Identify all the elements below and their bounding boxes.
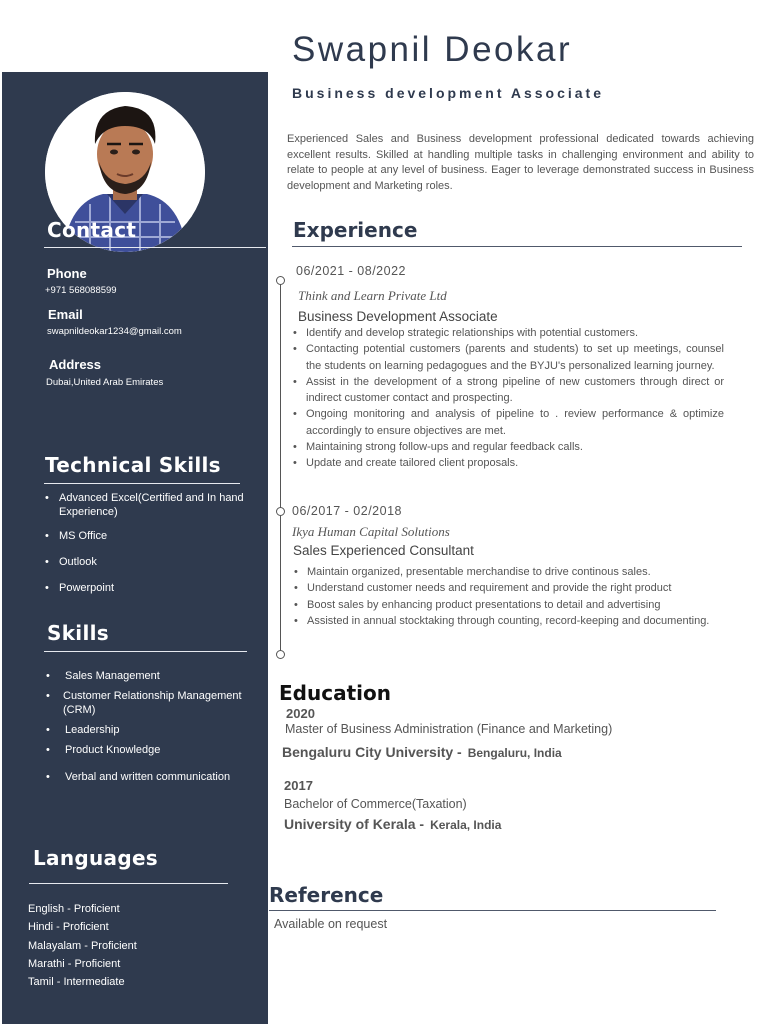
technical-skills-list <box>45 491 255 595</box>
candidate-name: Swapnil Deokar <box>292 30 573 69</box>
skills-heading: Skills <box>47 621 109 645</box>
address-label: Address <box>49 357 102 372</box>
job-company: Ikya Human Capital Solutions <box>292 524 450 539</box>
timeline-dot <box>276 276 285 285</box>
email-value: swapnildeokar1234@gmail.com <box>47 326 182 337</box>
timeline-dot <box>276 650 285 659</box>
job-title: Business Development Associate <box>298 309 498 324</box>
experience-divider <box>292 246 742 247</box>
list-item: • Understand customer needs and requirement and provide the right product <box>289 580 732 596</box>
job-company: Think and Learn Private Ltd <box>298 288 447 303</box>
phone-label: Phone <box>47 266 87 281</box>
list-item: • Customer Relationship Management (CRM) <box>46 689 251 717</box>
school-name: University of Kerala - <box>284 816 425 832</box>
list-item: • Verbal and written communication <box>46 770 251 784</box>
list-item: Malayalam - Proficient <box>28 939 137 952</box>
education-year: 2017 <box>284 778 313 793</box>
email-label: Email <box>48 307 83 322</box>
list-item: • Assisted in annual stocktaking through counting, record-keeping and documenting. <box>289 613 732 629</box>
education-degree: Master of Business Administration (Finance and Marketing) <box>285 722 613 736</box>
skills-divider <box>44 651 247 652</box>
list-item: • Identify and develop strategic relationships with potential customers. <box>288 325 724 341</box>
job-dates: 06/2017 - 02/2018 <box>292 504 402 518</box>
list-item: • Sales Management <box>46 669 251 683</box>
reference-divider <box>269 910 716 911</box>
job-title: Sales Experienced Consultant <box>293 543 474 558</box>
list-item: • Outlook <box>45 555 255 569</box>
technical-skills-heading: Technical Skills <box>45 453 221 477</box>
phone-value: +971 568088599 <box>45 285 117 296</box>
list-item: • Advanced Excel(Certified and In hand Experience) <box>45 491 255 519</box>
job-responsibilities <box>288 325 724 472</box>
languages-heading: Languages <box>33 846 159 870</box>
timeline-dot <box>276 507 285 516</box>
education-degree: Bachelor of Commerce(Taxation) <box>284 797 467 811</box>
languages-divider <box>29 883 228 884</box>
school-location: Bengaluru, India <box>467 746 562 760</box>
languages-list <box>28 900 137 991</box>
list-item: • Assist in the development of a strong pipeline of new customers through direct or indirect customer contact and prospecting. <box>288 374 724 407</box>
list-item: Tamil - Intermediate <box>28 976 125 989</box>
job-responsibilities <box>289 564 732 629</box>
skills-list <box>46 669 251 784</box>
list-item: • Powerpoint <box>45 581 255 595</box>
list-item: • Maintaining strong follow-ups and regular feedback calls. <box>288 439 724 455</box>
job-dates: 06/2021 - 08/2022 <box>296 264 406 278</box>
education-school <box>284 816 501 832</box>
school-name: Bengaluru City University - <box>282 744 462 760</box>
list-item: • Update and create tailored client proposals. <box>288 455 724 471</box>
school-location: Kerala, India <box>430 818 502 832</box>
profile-summary: Experienced Sales and Business development professional dedicated towards achieving excellent results. Skilled at handling multiple tasks in challenging environment and ability to relate to people at any level of business. Eager to leverage demonstrated success in Business development and Marketing roles. <box>287 133 754 192</box>
technical-skills-divider <box>44 483 240 484</box>
contact-divider <box>44 247 266 248</box>
address-value: Dubai,United Arab Emirates <box>46 377 164 388</box>
reference-text: Available on request <box>274 917 388 931</box>
list-item: • Ongoing monitoring and analysis of pipeline to . review performance & optimize accordingly to ensure objectives are met. <box>288 406 724 439</box>
candidate-role: Business development Associate <box>292 85 605 101</box>
timeline-line <box>280 280 281 654</box>
list-item: • Maintain organized, presentable merchandise to drive continous sales. <box>289 564 732 580</box>
list-item: English - Proficient <box>28 903 120 915</box>
education-year: 2020 <box>286 706 315 721</box>
list-item: • Leadership <box>46 723 251 737</box>
list-item: • Contacting potential customers (parents and students) to set up meetings, counsel the students on learning pedagogues and the BYJU's personalized learning journey. <box>288 341 724 374</box>
education-school <box>282 744 562 760</box>
reference-heading: Reference <box>269 883 384 907</box>
list-item: • Boost sales by enhancing product presentations to detail and advertising <box>289 597 732 613</box>
education-heading: Education <box>279 681 391 705</box>
experience-heading: Experience <box>293 218 418 242</box>
list-item: • MS Office <box>45 529 255 543</box>
contact-heading: Contact <box>47 218 137 242</box>
list-item: Marathi - Proficient <box>28 957 121 970</box>
list-item: Hindi - Proficient <box>28 921 109 934</box>
list-item: • Product Knowledge <box>46 743 251 757</box>
